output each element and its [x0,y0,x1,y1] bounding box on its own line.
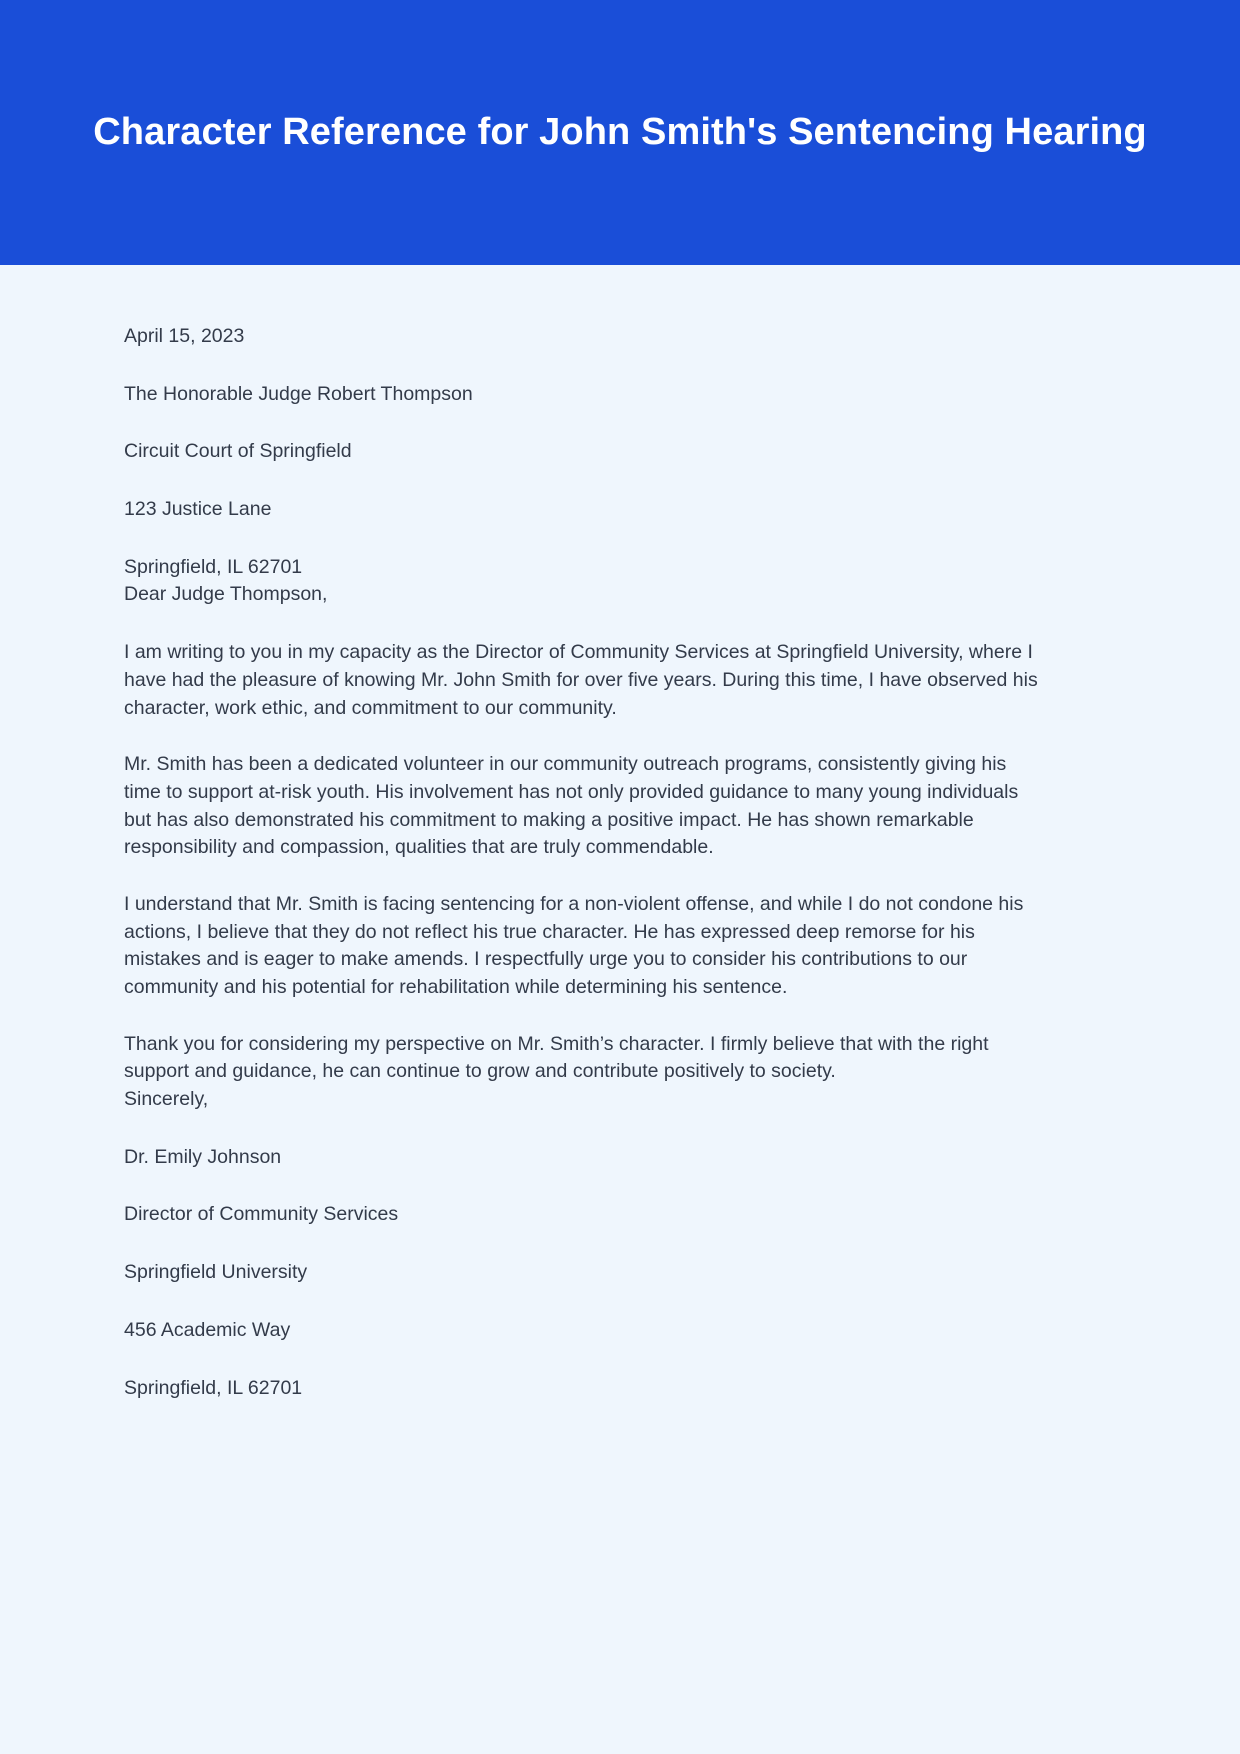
recipient-line: Springfield, IL 62701 [124,555,303,578]
recipient-line: 123 Justice Lane [124,498,272,521]
letter-paragraphs [124,639,1045,1086]
letter-salutation: Dear Judge Thompson, [124,583,328,606]
page-title: Character Reference for John Smith's Sentencing Hearing [93,110,1147,153]
signature-line: Director of Community Services [124,1203,399,1226]
letter-closing: Sincerely, [124,1088,209,1111]
letter-paragraph: I understand that Mr. Smith is facing sentencing for a non-violent offense, and while I do not condone his actions, I believe that they do not reflect his true character. He has expressed deep remorse for his mistakes and is eager to make amends. I respectfully urge you to consider his contributions to our community and his potential for rehabilitation while determining his sentence. [124,892,1024,998]
signature-line: Dr. Emily Johnson [124,1145,282,1168]
letter-content [0,265,1240,1462]
recipient-line: Circuit Court of Springfield [124,440,352,463]
letter-date: April 15, 2023 [124,325,245,347]
recipient-address-block [124,381,1045,582]
signature-line: 456 Academic Way [124,1318,291,1341]
document-header-banner [0,0,1240,265]
signature-line: Springfield University [124,1261,308,1284]
letter-paragraph: Thank you for considering my perspective on Mr. Smith’s character. I firmly believe that with the right support and guidance, he can continue to grow and contribute positively to society. [124,1032,989,1083]
letter-paragraph: I am writing to you in my capacity as the Director of Community Services at Springfield University, where I have had the pleasure of knowing Mr. John Smith for over five years. During this time, I have observed his character, work ethic, and commitment to our community. [124,641,1038,719]
signature-line: Springfield, IL 62701 [124,1376,303,1399]
signature-block [124,1144,1045,1402]
letter-paragraph: Mr. Smith has been a dedicated volunteer in our community outreach programs, consistently giving his time to support at-risk youth. His involvement has not only provided guidance to many young individuals but has also demonstrated his commitment to making a positive impact. He has shown remarkable responsibility and compassion, qualities that are truly commendable. [124,753,1019,859]
recipient-line: The Honorable Judge Robert Thompson [124,382,473,405]
